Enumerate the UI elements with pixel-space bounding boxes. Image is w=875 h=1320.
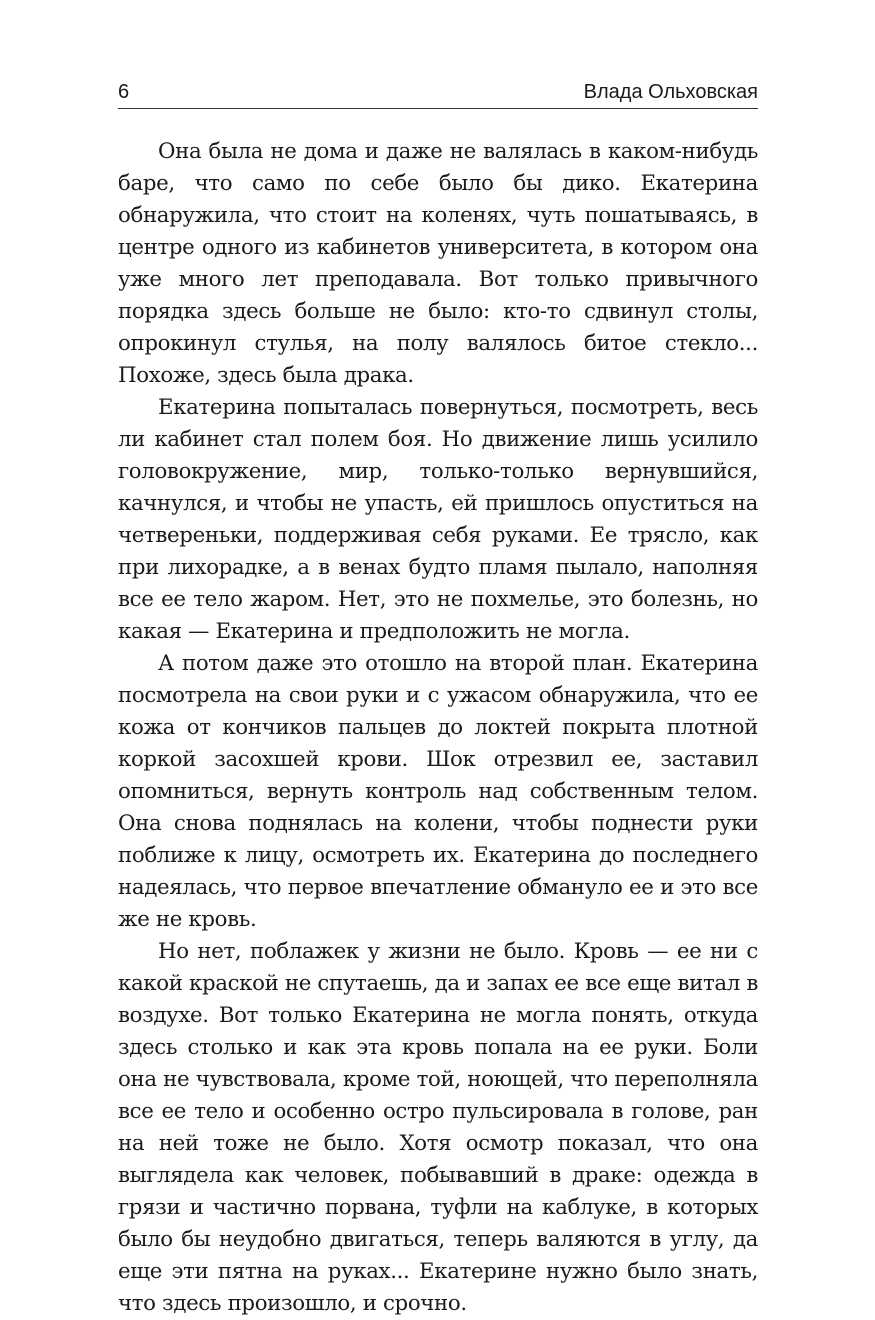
page-header (118, 78, 758, 109)
running-title: Влада Ольховская (583, 81, 758, 103)
paragraph: Екатерина попыталась повернуться, посмотреть, весь ли кабинет стал полем боя. Но движение лишь усилило головокружение, мир, только-только вернувшийся, качнулся, и чтобы не упасть, ей пришлось опуститься на четвереньки, поддерживая себя руками. Ее трясло, как при лихорадке, а в венах будто пламя пылало, наполняя все ее тело жаром. Нет, это не похмелье, это болезнь, но какая — Екатерина и предположить не могла. (118, 395, 758, 644)
body-text (118, 136, 758, 1320)
page-number: 6 (118, 81, 130, 103)
paragraph: А потом даже это отошло на второй план. Екатерина посмотрела на свои руки и с ужасом обнаружила, что ее кожа от кончиков пальцев до локтей покрыта плотной коркой засохшей крови. Шок отрезвил ее, заставил опомниться, вернуть контроль над собственным телом. Она снова поднялась на колени, чтобы поднести руки поближе к лицу, осмотреть их. Екатерина до последнего надеялась, что первое впечатление обмануло ее и это все же не кровь. (118, 651, 758, 932)
paragraph: Но нет, поблажек у жизни не было. Кровь — ее ни с какой краской не спутаешь, да и запах ее все еще витал в воздухе. Вот только Екатерина не могла понять, откуда здесь столько и как эта кровь попала на ее руки. Боли она не чувствовала, кроме той, ноющей, что переполняла все ее тело и особенно остро пульсировала в голове, ран на ней тоже не было. Хотя осмотр показал, что она выглядела как человек, побывавший в драке: одежда в грязи и частично порвана, туфли на каблуке, в которых было бы неудобно двигаться, теперь валяются в углу, да еще эти пятна на руках... Екатерине нужно было знать, что здесь произошло, и срочно. (118, 939, 758, 1316)
paragraph: Она была не дома и даже не валялась в каком-нибудь баре, что само по себе было бы дико. Екатерина обнаружила, что стоит на коленях, чуть пошатываясь, в центре одного из кабинетов университета, в котором она уже много лет преподавала. Вот только привычного порядка здесь больше не было: кто-то сдвинул столы, опрокинул стулья, на полу валялось битое стекло... Похоже, здесь была драка. (118, 139, 758, 388)
